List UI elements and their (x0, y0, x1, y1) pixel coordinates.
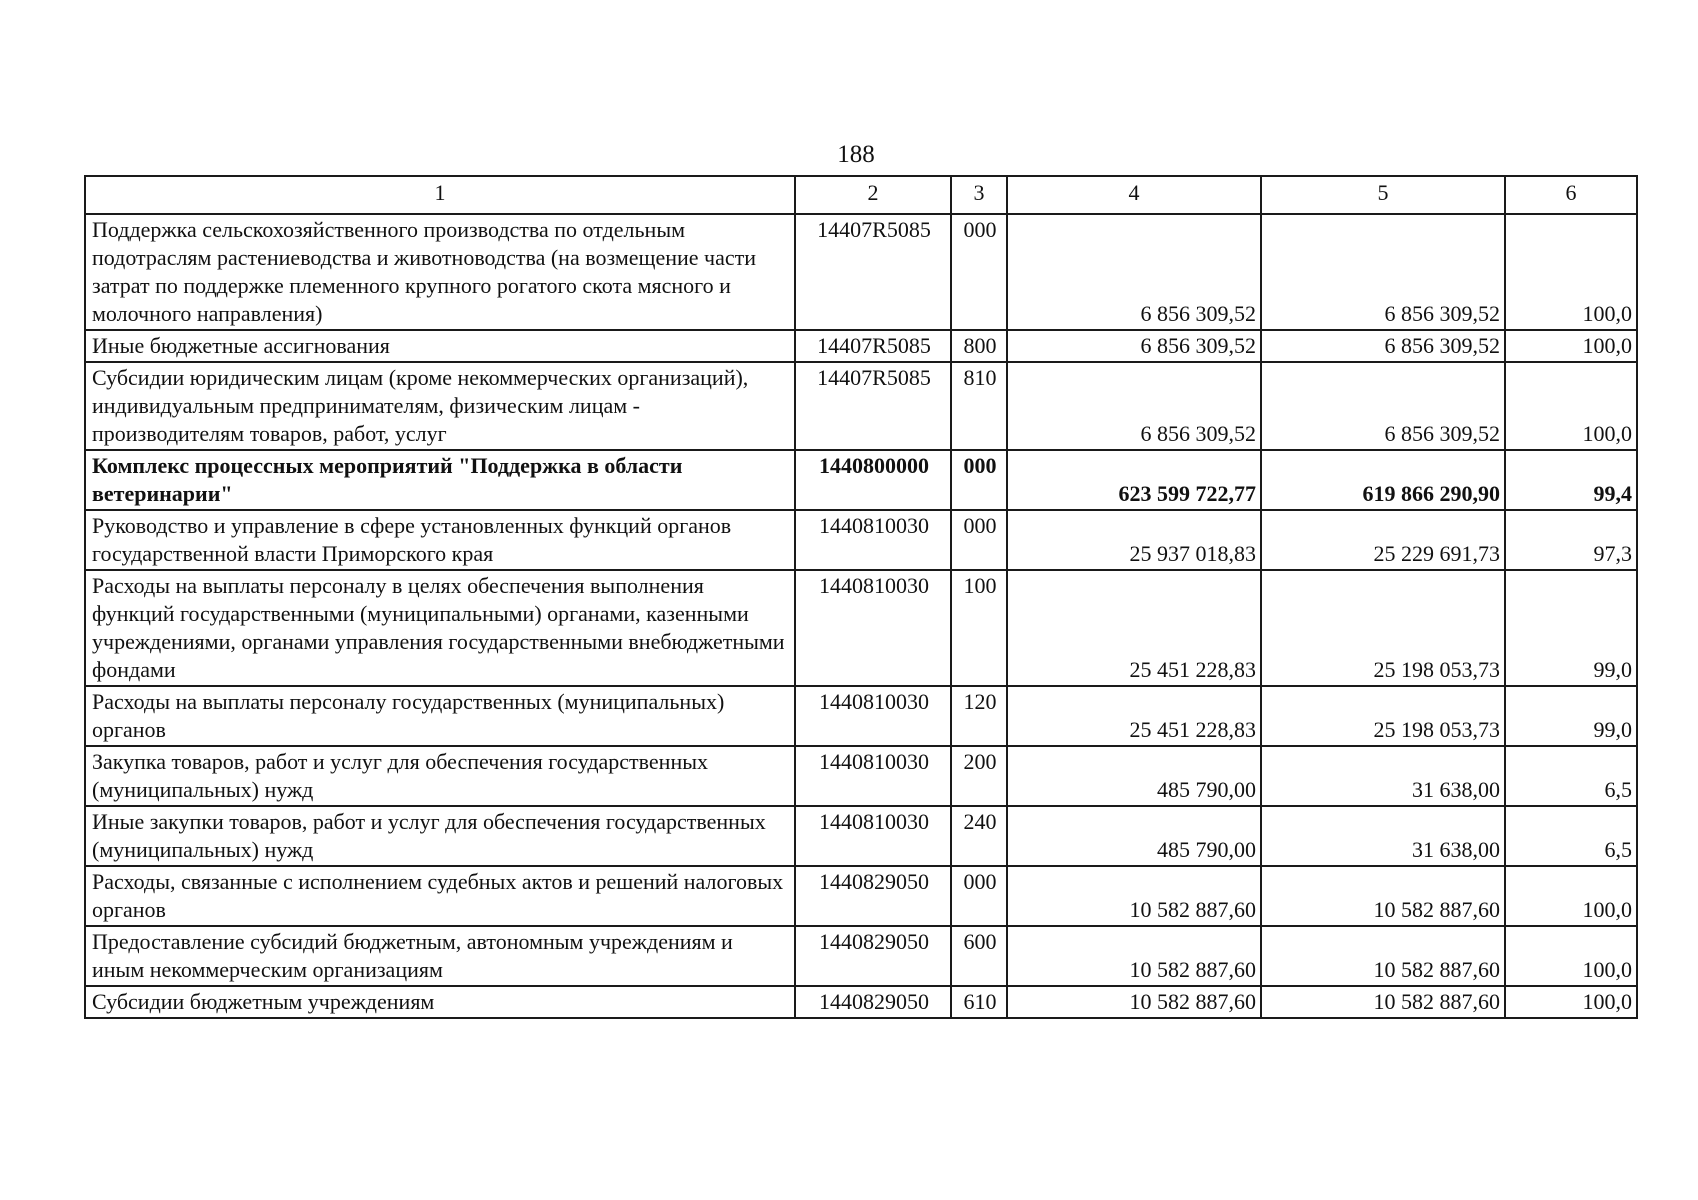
row-code-cell: 1440800000 (795, 450, 951, 510)
row-percent-cell: 99,4 (1505, 450, 1637, 510)
row-type-cell: 000 (951, 866, 1007, 926)
budget-table (84, 175, 1638, 1019)
row-type-cell: 100 (951, 570, 1007, 686)
row-planned-cell: 485 790,00 (1007, 806, 1261, 866)
row-percent-cell: 99,0 (1505, 686, 1637, 746)
column-header: 6 (1505, 176, 1637, 214)
table-row (85, 330, 1637, 362)
table-row (85, 806, 1637, 866)
row-executed-cell: 619 866 290,90 (1261, 450, 1505, 510)
row-type-cell: 000 (951, 510, 1007, 570)
table-row (85, 570, 1637, 686)
table-row (85, 686, 1637, 746)
table-row (85, 926, 1637, 986)
row-code-cell: 14407R5085 (795, 214, 951, 330)
column-header: 1 (85, 176, 795, 214)
row-name-cell: Предоставление субсидий бюджетным, автономным учреждениям и иным некоммерческим организациям (85, 926, 795, 986)
row-code-cell: 1440810030 (795, 510, 951, 570)
row-percent-cell: 100,0 (1505, 986, 1637, 1018)
page-number: 188 (837, 141, 875, 168)
row-name-cell: Расходы, связанные с исполнением судебных актов и решений налоговых органов (85, 866, 795, 926)
row-type-cell: 810 (951, 362, 1007, 450)
row-planned-cell: 6 856 309,52 (1007, 362, 1261, 450)
row-executed-cell: 10 582 887,60 (1261, 986, 1505, 1018)
row-type-cell: 000 (951, 450, 1007, 510)
row-executed-cell: 25 198 053,73 (1261, 686, 1505, 746)
row-code-cell: 1440829050 (795, 866, 951, 926)
column-header: 3 (951, 176, 1007, 214)
row-code-cell: 1440810030 (795, 806, 951, 866)
row-planned-cell: 6 856 309,52 (1007, 330, 1261, 362)
table-row (85, 214, 1637, 330)
row-code-cell: 14407R5085 (795, 362, 951, 450)
row-code-cell: 1440829050 (795, 926, 951, 986)
row-executed-cell: 6 856 309,52 (1261, 214, 1505, 330)
row-name-cell: Поддержка сельскохозяйственного производства по отдельным подотраслям растениеводства и животноводства (на возмещение части затрат по поддержке племенного крупного рогатого скота мясного и молочного направления) (85, 214, 795, 330)
row-name-cell: Руководство и управление в сфере установленных функций органов государственной власти Приморского края (85, 510, 795, 570)
column-header: 5 (1261, 176, 1505, 214)
row-planned-cell: 25 937 018,83 (1007, 510, 1261, 570)
row-executed-cell: 31 638,00 (1261, 746, 1505, 806)
row-executed-cell: 25 229 691,73 (1261, 510, 1505, 570)
row-percent-cell: 100,0 (1505, 362, 1637, 450)
row-code-cell: 14407R5085 (795, 330, 951, 362)
row-name-cell: Субсидии юридическим лицам (кроме некоммерческих организаций), индивидуальным предпринимателям, физическим лицам - производителям товаров, работ, услуг (85, 362, 795, 450)
row-type-cell: 240 (951, 806, 1007, 866)
row-executed-cell: 10 582 887,60 (1261, 866, 1505, 926)
table-row (85, 746, 1637, 806)
row-percent-cell: 6,5 (1505, 806, 1637, 866)
row-planned-cell: 10 582 887,60 (1007, 986, 1261, 1018)
row-name-cell: Иные бюджетные ассигнования (85, 330, 795, 362)
table-row (85, 510, 1637, 570)
table-row (85, 362, 1637, 450)
row-executed-cell: 25 198 053,73 (1261, 570, 1505, 686)
row-type-cell: 600 (951, 926, 1007, 986)
row-executed-cell: 31 638,00 (1261, 806, 1505, 866)
column-header: 2 (795, 176, 951, 214)
row-name-cell: Субсидии бюджетным учреждениям (85, 986, 795, 1018)
row-type-cell: 200 (951, 746, 1007, 806)
row-percent-cell: 97,3 (1505, 510, 1637, 570)
table-row (85, 986, 1637, 1018)
row-type-cell: 800 (951, 330, 1007, 362)
row-planned-cell: 623 599 722,77 (1007, 450, 1261, 510)
row-code-cell: 1440829050 (795, 986, 951, 1018)
row-name-cell: Расходы на выплаты персоналу государственных (муниципальных) органов (85, 686, 795, 746)
table-header-row (85, 176, 1637, 214)
row-name-cell: Закупка товаров, работ и услуг для обеспечения государственных (муниципальных) нужд (85, 746, 795, 806)
row-planned-cell: 25 451 228,83 (1007, 570, 1261, 686)
row-planned-cell: 25 451 228,83 (1007, 686, 1261, 746)
row-percent-cell: 100,0 (1505, 866, 1637, 926)
row-type-cell: 610 (951, 986, 1007, 1018)
row-planned-cell: 485 790,00 (1007, 746, 1261, 806)
row-code-cell: 1440810030 (795, 746, 951, 806)
row-executed-cell: 6 856 309,52 (1261, 330, 1505, 362)
table-row (85, 450, 1637, 510)
row-planned-cell: 10 582 887,60 (1007, 926, 1261, 986)
row-type-cell: 120 (951, 686, 1007, 746)
row-planned-cell: 6 856 309,52 (1007, 214, 1261, 330)
row-code-cell: 1440810030 (795, 686, 951, 746)
row-executed-cell: 6 856 309,52 (1261, 362, 1505, 450)
row-name-cell: Иные закупки товаров, работ и услуг для обеспечения государственных (муниципальных) нужд (85, 806, 795, 866)
row-percent-cell: 99,0 (1505, 570, 1637, 686)
row-percent-cell: 100,0 (1505, 330, 1637, 362)
row-name-cell: Комплекс процессных мероприятий "Поддержка в области ветеринарии" (85, 450, 795, 510)
row-planned-cell: 10 582 887,60 (1007, 866, 1261, 926)
row-executed-cell: 10 582 887,60 (1261, 926, 1505, 986)
row-type-cell: 000 (951, 214, 1007, 330)
row-code-cell: 1440810030 (795, 570, 951, 686)
column-header: 4 (1007, 176, 1261, 214)
row-percent-cell: 100,0 (1505, 926, 1637, 986)
row-percent-cell: 6,5 (1505, 746, 1637, 806)
row-name-cell: Расходы на выплаты персоналу в целях обеспечения выполнения функций государственными (муниципальными) органами, казенными учреждениями, органами управления государственными внебюджетными фондами (85, 570, 795, 686)
row-percent-cell: 100,0 (1505, 214, 1637, 330)
table-row (85, 866, 1637, 926)
